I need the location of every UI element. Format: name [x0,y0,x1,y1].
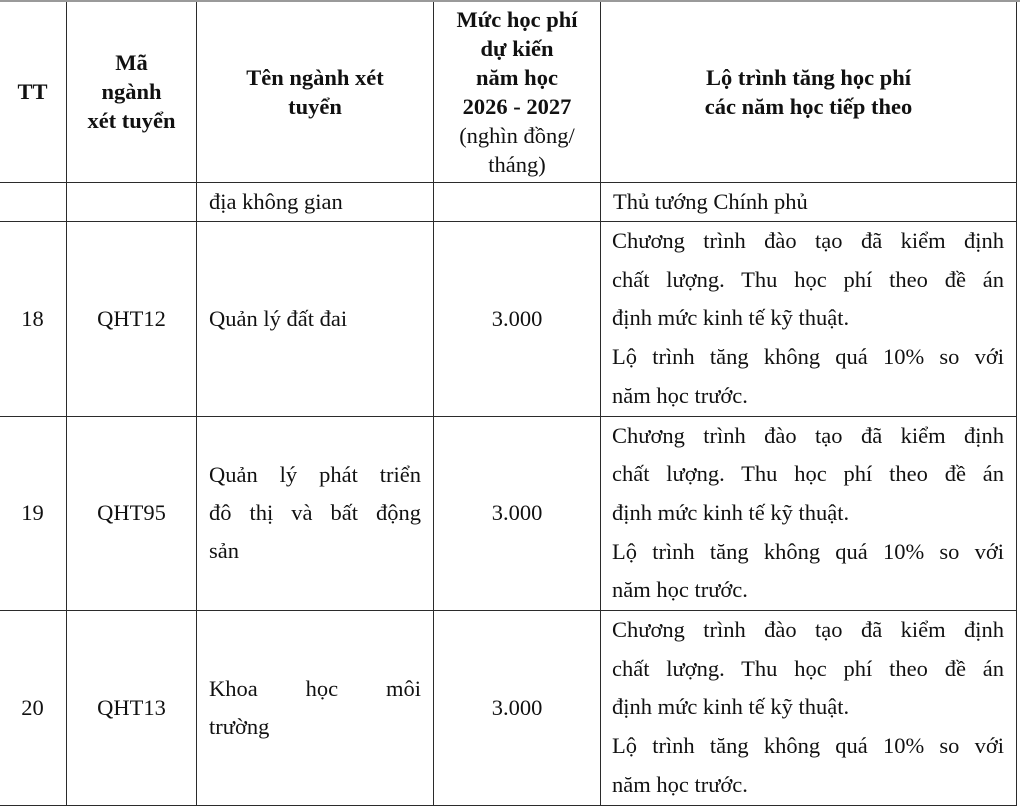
cell-tt: 20 [0,611,67,806]
roadmap-line: định mức kinh tế kỹ thuật. [612,499,850,525]
roadmap-line: năm học trước. [612,577,748,603]
cell-name [197,611,434,806]
roadmap-line: Lộ trình tăng không quá 10% so với [612,344,1004,370]
table-row [0,416,1017,611]
cell-roadmap: Thủ tướng Chính phủ [601,183,1017,222]
cell-code: QHT13 [67,611,197,806]
name-line: sản [209,538,239,564]
name-line: trường [209,713,270,739]
roadmap-line: Lộ trình tăng không quá 10% so với [612,733,1004,759]
cell-fee: 3.000 [434,416,601,611]
roadmap-line: Chương trình đào tạo đã kiểm định [612,617,1004,643]
header-fee-line: Mức học phí [456,6,578,32]
cell-fee [434,183,601,222]
roadmap-line: chất lượng. Thu học phí theo đề án [612,655,1004,681]
header-fee-line: năm học [476,64,558,90]
cell-name [197,416,434,611]
header-fee-line: dự kiến [480,35,554,61]
roadmap-line: chất lượng. Thu học phí theo đề án [612,266,1004,292]
name-line: Quản lý phát triển [209,462,421,488]
cell-tt: 19 [0,416,67,611]
header-tt [0,1,67,183]
header-code [67,1,197,183]
cell-roadmap [601,222,1017,417]
header-fee-line: 2026 - 2027 [462,93,572,119]
cell-code: QHT12 [67,222,197,417]
table-header-row [0,1,1017,183]
header-code-line: Mã [115,50,148,75]
continuation-row [0,183,1017,222]
header-name-line: tuyển [288,93,342,119]
name-line: đô thị và bất động [209,500,421,526]
cell-roadmap [601,611,1017,806]
cell-code [67,183,197,222]
cell-name: địa không gian [197,183,434,222]
header-roadmap-line: các năm học tiếp theo [704,93,913,119]
header-code-line: ngành [101,79,162,104]
roadmap-line: chất lượng. Thu học phí theo đề án [612,461,1004,487]
header-tt-label: TT [17,79,48,104]
header-fee-unit-line: (nghìn đồng/ [459,122,575,148]
header-roadmap-line: Lộ trình tăng học phí [705,64,912,90]
cell-code: QHT95 [67,416,197,611]
cell-fee: 3.000 [434,611,601,806]
cell-tt [0,183,67,222]
roadmap-line: Chương trình đào tạo đã kiểm định [612,422,1004,448]
roadmap-line: Lộ trình tăng không quá 10% so với [612,538,1004,564]
roadmap-line: định mức kinh tế kỹ thuật. [612,694,850,720]
cell-fee: 3.000 [434,222,601,417]
roadmap-line: định mức kinh tế kỹ thuật. [612,305,850,331]
header-fee [434,1,601,183]
name-line: Khoa học môi [209,675,421,701]
roadmap-line: năm học trước. [612,382,748,408]
cell-roadmap [601,416,1017,611]
header-roadmap [601,1,1017,183]
header-code-line: xét tuyển [87,108,176,133]
table-row [0,611,1017,806]
header-name-line: Tên ngành xét [246,64,384,90]
name-line: Quản lý đất đai [209,305,348,331]
roadmap-line: năm học trước. [612,771,748,797]
cell-name [197,222,434,417]
table-row [0,222,1017,417]
roadmap-line: Chương trình đào tạo đã kiểm định [612,228,1004,253]
header-fee-unit-line: tháng) [488,151,546,177]
header-name [197,1,434,183]
cell-tt: 18 [0,222,67,417]
